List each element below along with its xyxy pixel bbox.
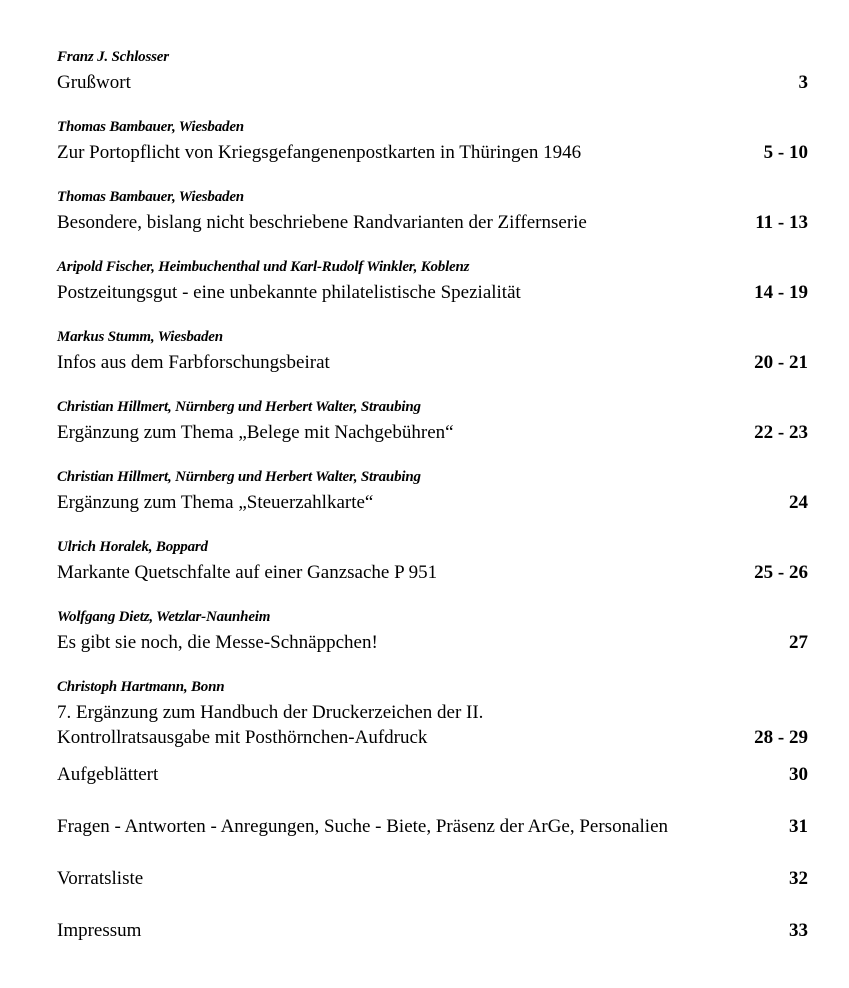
toc-entry — [57, 325, 808, 375]
toc-entry-pages: 3 — [798, 72, 808, 93]
toc-entry-pages: 22 - 23 — [754, 422, 808, 443]
toc-entry-title-line — [57, 725, 808, 750]
toc-entry-title: Impressum — [57, 920, 142, 941]
toc-entry-pages: 32 — [789, 868, 808, 889]
toc-entry-pages: 14 - 19 — [754, 282, 808, 303]
toc-entry-title-line — [57, 420, 808, 445]
toc-entry-author: Franz J. Schlosser — [57, 49, 169, 65]
toc-entry-title-line — [57, 560, 808, 585]
toc-entry-pages: 33 — [789, 920, 808, 941]
toc-entry-pages: 11 - 13 — [755, 212, 808, 233]
toc-entry-title: Fragen - Antworten - Anregungen, Suche - Biete, Präsenz der ArGe, Personalien — [57, 816, 668, 837]
toc-entry-author: Christoph Hartmann, Bonn — [57, 679, 225, 695]
toc-entry-author: Aripold Fischer, Heimbuchenthal und Karl-Rudolf Winkler, Koblenz — [57, 259, 470, 275]
toc-entry-pages: 25 - 26 — [754, 562, 808, 583]
toc-entry — [57, 115, 808, 165]
toc-entry-title-line — [57, 140, 808, 165]
toc-entry — [57, 185, 808, 235]
toc-entry — [57, 465, 808, 515]
toc-entry-pages: 24 — [789, 492, 808, 513]
toc-entry-title-line — [57, 762, 808, 787]
toc-entry-pages: 30 — [789, 764, 808, 785]
toc-entry-author: Christian Hillmert, Nürnberg und Herbert Walter, Straubing — [57, 399, 421, 415]
toc-entry-title: Es gibt sie noch, die Messe-Schnäppchen! — [57, 632, 378, 653]
toc-entry-author: Ulrich Horalek, Boppard — [57, 539, 208, 555]
toc-entry-title: Besondere, bislang nicht beschriebene Randvarianten der Ziffernserie — [57, 212, 587, 233]
toc-entry-title: 7. Ergänzung zum Handbuch der Druckerzeichen der II. — [57, 702, 484, 723]
toc-entry-pages: 31 — [789, 816, 808, 837]
toc-entry-title-line — [57, 280, 808, 305]
toc-entry-pages: 5 - 10 — [763, 142, 808, 163]
toc-entry-title-line — [57, 918, 808, 943]
toc-list — [57, 45, 808, 970]
toc-entry-title-line — [57, 814, 808, 839]
toc-entry-title: Kontrollratsausgabe mit Posthörnchen-Aufdruck — [57, 727, 428, 748]
toc-entry — [57, 395, 808, 445]
toc-entry-author: Markus Stumm, Wiesbaden — [57, 329, 223, 345]
toc-entry-title: Zur Portopflicht von Kriegsgefangenenpostkarten in Thüringen 1946 — [57, 142, 582, 163]
toc-entry-title: Postzeitungsgut - eine unbekannte philatelistische Spezialität — [57, 282, 521, 303]
toc-entry — [57, 866, 808, 891]
toc-entry-author: Wolfgang Dietz, Wetzlar-Naunheim — [57, 609, 271, 625]
toc-entry — [57, 814, 808, 839]
toc-entry-title-line — [57, 700, 808, 725]
toc-entry — [57, 675, 808, 750]
toc-entry-title: Infos aus dem Farbforschungsbeirat — [57, 352, 330, 373]
toc-entry-title-line — [57, 210, 808, 235]
toc-entry-title-line — [57, 350, 808, 375]
toc-entry-pages: 20 - 21 — [754, 352, 808, 373]
toc-entry — [57, 762, 808, 787]
toc-entry-title-line — [57, 490, 808, 515]
toc-entry — [57, 45, 808, 95]
toc-entry-pages: 27 — [789, 632, 808, 653]
toc-entry-title-line — [57, 70, 808, 95]
toc-entry-title: Vorratsliste — [57, 868, 144, 889]
toc-entry — [57, 605, 808, 655]
toc-entry-title-line — [57, 866, 808, 891]
toc-entry — [57, 255, 808, 305]
toc-entry-title: Markante Quetschfalte auf einer Ganzsache P 951 — [57, 562, 438, 583]
toc-entry-author: Christian Hillmert, Nürnberg und Herbert Walter, Straubing — [57, 469, 421, 485]
toc-entry-title: Grußwort — [57, 72, 131, 93]
toc-entry-pages: 28 - 29 — [754, 727, 808, 748]
toc-entry-author: Thomas Bambauer, Wiesbaden — [57, 189, 244, 205]
toc-entry-title: Aufgeblättert — [57, 764, 159, 785]
toc-entry — [57, 918, 808, 943]
toc-entry-title-line — [57, 630, 808, 655]
toc-entry-title: Ergänzung zum Thema „Steuerzahlkarte“ — [57, 492, 374, 513]
toc-entry-title: Ergänzung zum Thema „Belege mit Nachgebühren“ — [57, 422, 454, 443]
toc-entry — [57, 535, 808, 585]
toc-entry-author: Thomas Bambauer, Wiesbaden — [57, 119, 244, 135]
